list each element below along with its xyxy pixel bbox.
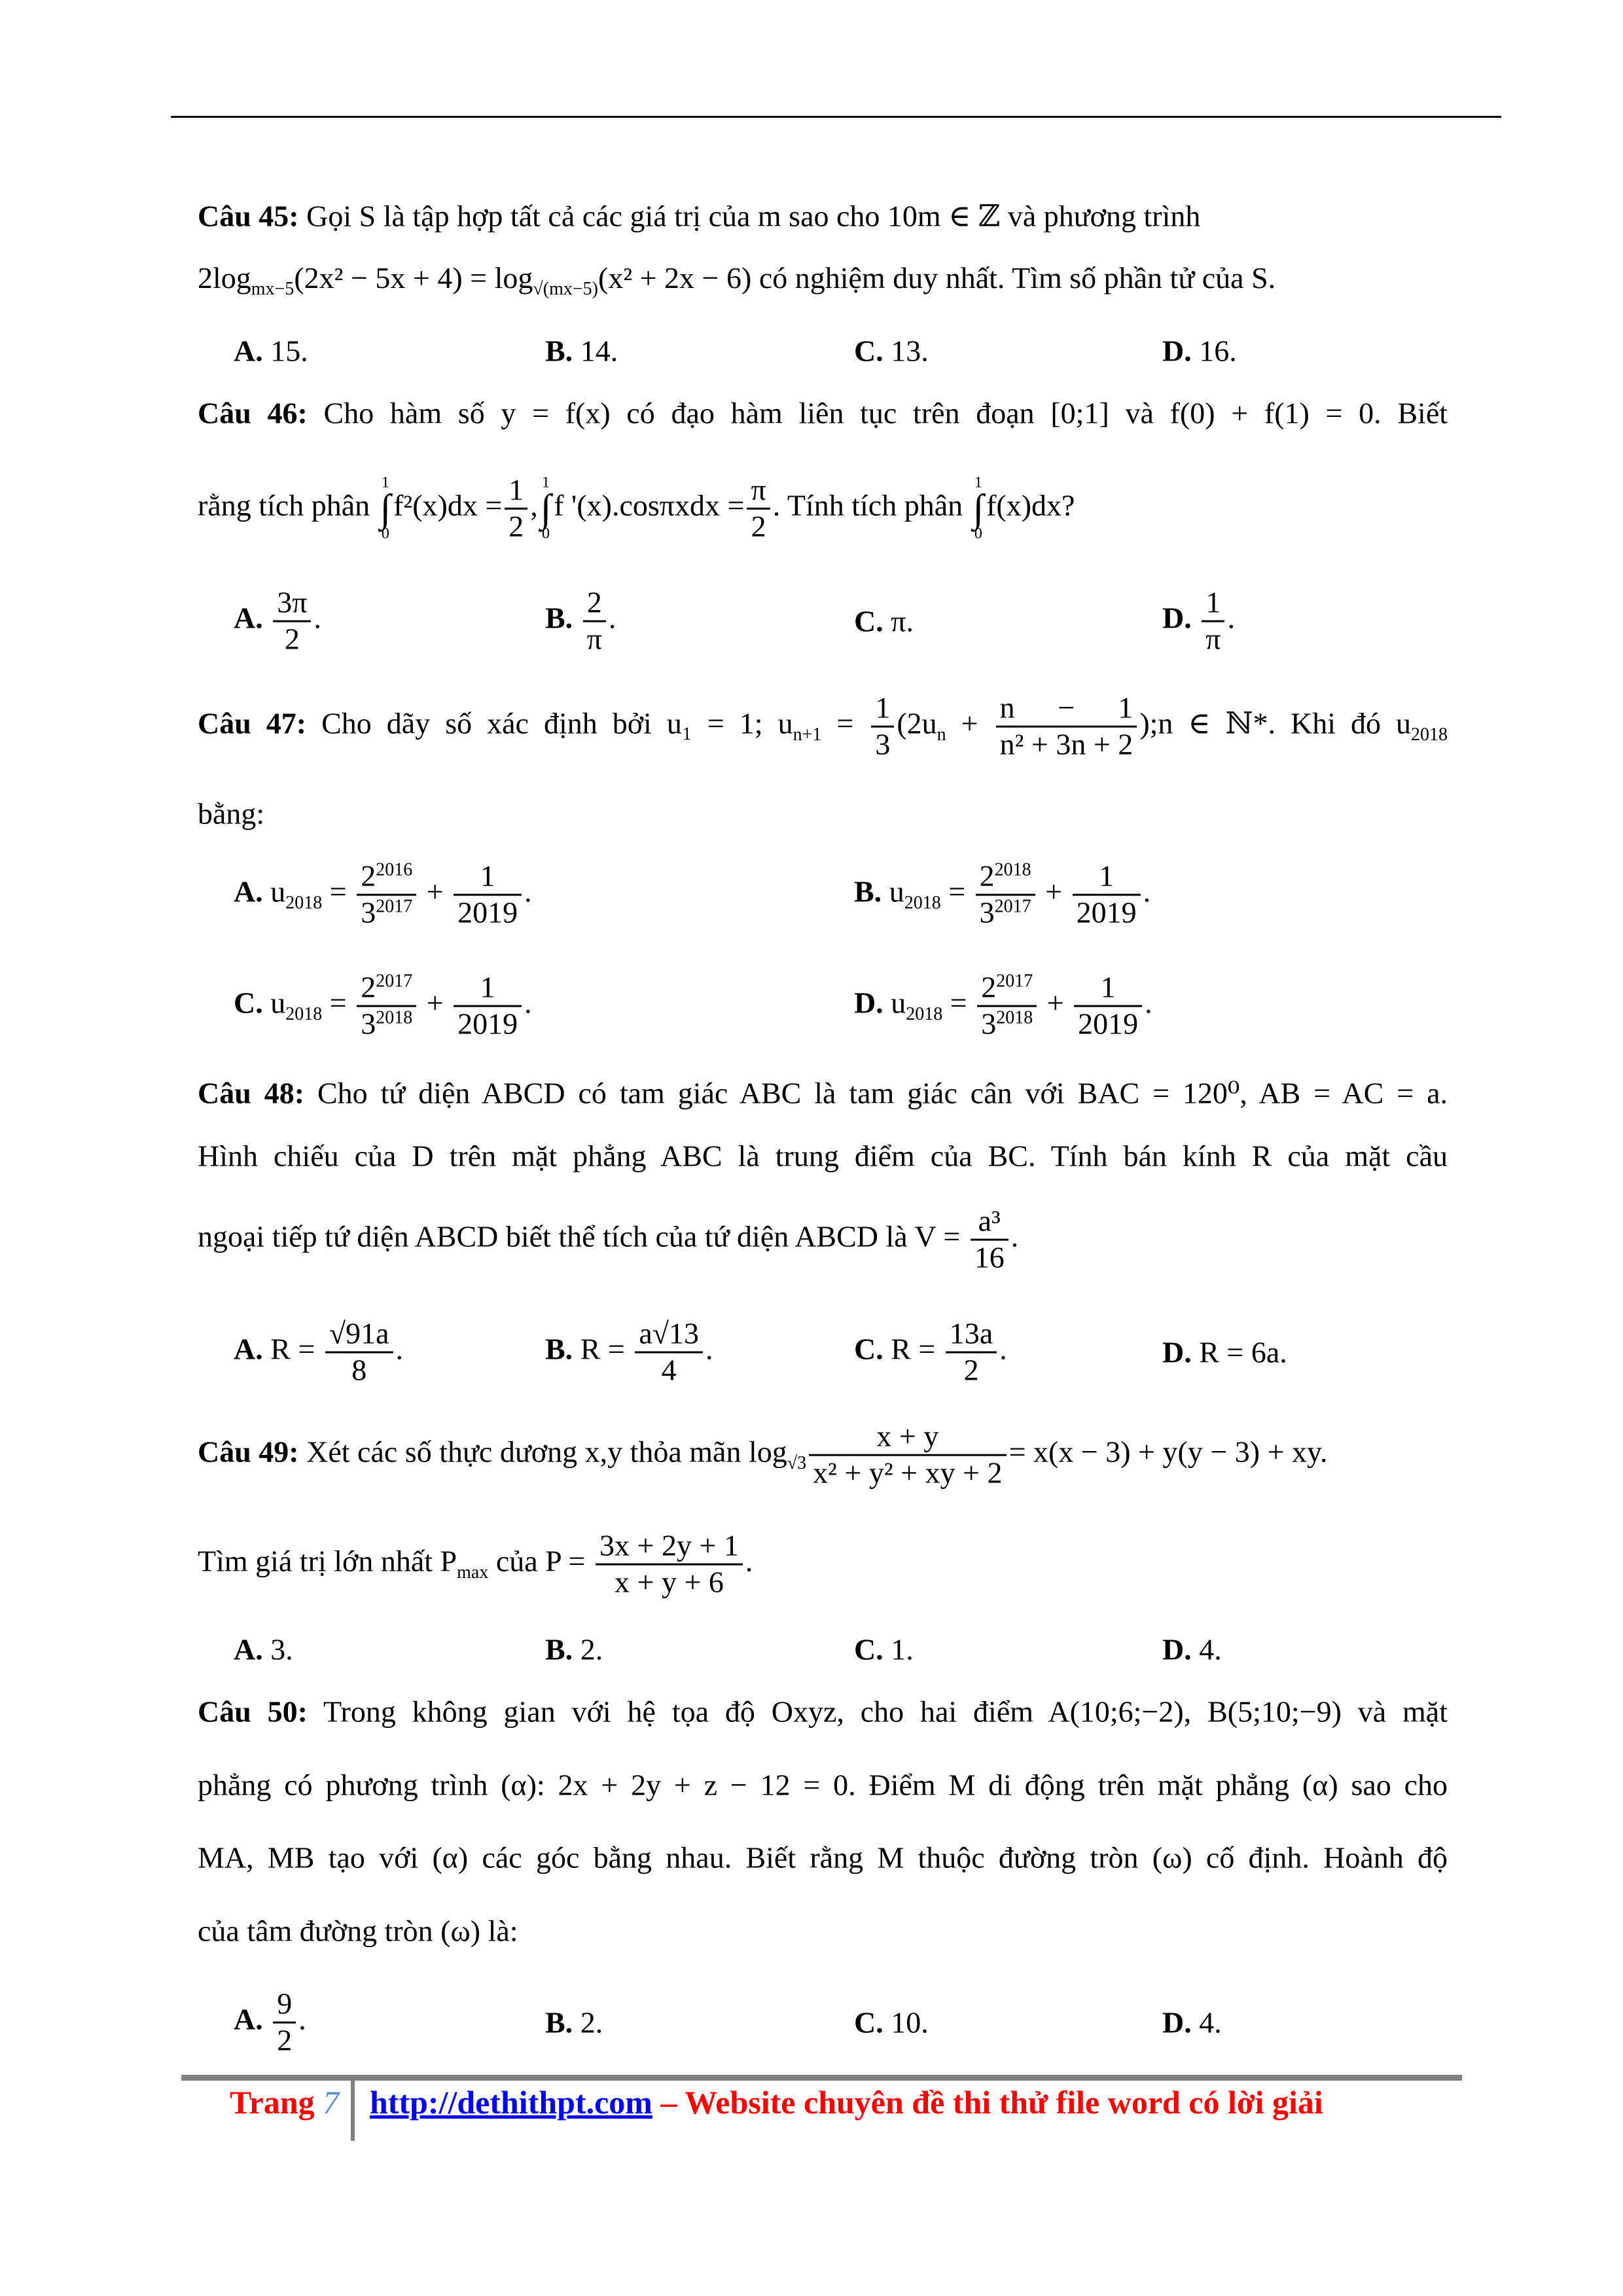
base: 3: [361, 1007, 376, 1041]
denominator: 16: [974, 1240, 1005, 1274]
q48-choice-b: B. R = $\frac{a√13}{4}$ .: [545, 1316, 713, 1387]
question-label: Câu 45:: [198, 199, 299, 233]
denominator: 2: [751, 509, 766, 543]
numerator: n − 1: [996, 691, 1137, 728]
base: 3: [361, 895, 376, 929]
q49-choice-a: [234, 1632, 293, 1667]
choice-value: 2.: [573, 1632, 603, 1666]
footer-rule: [181, 2075, 1462, 2081]
choice-key: B.: [545, 1332, 573, 1366]
denominator: x + y + 6: [615, 1565, 724, 1599]
q49-text: Xét các số thực dương x,y thỏa mãn log: [306, 1435, 787, 1469]
choice-key: A.: [234, 1632, 263, 1666]
eq-sub: √3: [787, 1452, 807, 1473]
numerator: 3x + 2y + 1: [596, 1529, 743, 1566]
eq-part: +: [1039, 986, 1072, 1020]
upper-limit: 1: [381, 475, 389, 492]
lower-limit: 0: [974, 526, 982, 543]
eq-part: +: [419, 986, 452, 1020]
denominator: 2019: [1076, 895, 1137, 929]
upper-limit: 1: [974, 475, 982, 492]
numerator: π: [747, 473, 770, 510]
q45-text: có nghiệm duy nhất. Tìm số phần tử của S.: [751, 261, 1276, 295]
q50-choice-b: [545, 2005, 603, 2040]
exponent: 2018: [996, 1007, 1033, 1028]
eq-part: =: [322, 874, 355, 908]
q49-line1: [198, 1420, 1328, 1491]
eq-part: u: [270, 874, 286, 908]
q46-choice-c: [854, 604, 914, 639]
exponent: 2017: [994, 896, 1031, 917]
denominator: 2: [963, 1353, 979, 1387]
eq-sub: 2018: [285, 1003, 323, 1024]
q45-text: Gọi S là tập hợp tất cả các giá trị của m sao cho 10m ∈ ℤ và phương trình: [298, 199, 1201, 233]
denominator: 2: [277, 2023, 293, 2057]
q47-choice-c: [234, 971, 532, 1042]
eq-sub: 2018: [904, 892, 941, 913]
exponent: 2018: [994, 859, 1031, 880]
choice-value: 14.: [573, 334, 618, 368]
q48-choice-d: [1162, 1335, 1287, 1370]
eq-part: =: [821, 706, 869, 740]
exponent: 2018: [376, 1007, 413, 1028]
q50-choice-a: A. $\frac{9}{2}$ .: [234, 1986, 306, 2057]
q50-text: Trong không gian với hệ tọa độ Oxyz, cho hai điểm A(10;6;−2), B(5;10;−9) và mặt: [323, 1695, 1448, 1729]
question-label: Câu 46:: [198, 396, 308, 430]
choice-key: D.: [854, 986, 883, 1020]
question-label: Câu 49:: [198, 1435, 299, 1469]
numerator: 9: [273, 1987, 296, 2024]
numerator: 1: [454, 971, 522, 1007]
q48-line2: Hình chiếu của D trên mặt phẳng ABC là trung điểm của BC. Tính bán kính R của mặt cầu: [198, 1139, 1448, 1173]
numerator: 3π: [273, 586, 311, 622]
q45-choice-d: [1162, 334, 1237, 368]
fraction: [357, 971, 416, 1042]
eq-part: u: [889, 874, 904, 908]
base: 3: [979, 895, 995, 929]
choice-key: D.: [1162, 2005, 1192, 2039]
choice-key: C.: [234, 986, 263, 1020]
eq-part: (x² + 2x − 6): [598, 261, 752, 295]
page-number: [230, 2083, 339, 2121]
fraction: [505, 473, 527, 545]
choice-value: R = 6a.: [1191, 1335, 1287, 1369]
q46-text: . Tính tích phân: [772, 488, 963, 522]
integral-sign: [541, 475, 551, 542]
choice-key: B.: [545, 601, 573, 635]
eq-part: .: [745, 1544, 753, 1578]
q46-line1: [198, 397, 1448, 431]
denominator: x² + y² + xy + 2: [813, 1456, 1003, 1490]
eq-part: +: [1037, 874, 1070, 908]
fraction: [946, 1317, 997, 1388]
choice-key: D.: [1162, 1335, 1192, 1369]
fraction: [1202, 586, 1224, 657]
eq-sub: 2018: [906, 1003, 943, 1024]
eq-part: (2u: [897, 706, 937, 740]
exponent: 2017: [996, 971, 1033, 992]
base: 2: [361, 859, 376, 893]
eq-part: .: [1145, 986, 1152, 1020]
fraction: [357, 859, 416, 931]
numerator: 1: [871, 691, 894, 728]
q46-choice-d: D. $\frac{1}{\pi}$ .: [1162, 585, 1235, 656]
q45-choice-a: [234, 334, 308, 368]
eq-part: .: [524, 874, 532, 908]
eq-part: +: [946, 706, 993, 740]
header-rule: [171, 116, 1501, 118]
fraction: [454, 971, 522, 1042]
fraction: [971, 1204, 1008, 1276]
fraction: [996, 691, 1137, 762]
q47-text: bằng:: [198, 797, 265, 831]
choice-key: C.: [854, 1332, 883, 1366]
numerator: √91a: [325, 1317, 393, 1354]
lower-limit: 0: [542, 526, 550, 543]
integral-sign: [973, 475, 984, 542]
choice-value: 16.: [1191, 334, 1237, 368]
q50-line4: của tâm đường tròn (ω) là:: [198, 1914, 518, 1948]
q49-choice-d: [1162, 1632, 1222, 1667]
denominator: 2: [508, 509, 524, 543]
numerator: 1: [454, 859, 522, 896]
eq-part: f(x)dx?: [986, 488, 1075, 522]
fraction: [273, 1987, 296, 2058]
choice-key: A.: [234, 874, 263, 908]
fraction: [325, 1317, 393, 1388]
q48-line1: [198, 1077, 1448, 1111]
q50-line1: [198, 1696, 1448, 1729]
denominator: 2: [284, 622, 300, 656]
denominator: π: [1205, 622, 1221, 656]
fraction: [454, 859, 522, 931]
choice-key: D.: [1162, 601, 1192, 635]
eq-part: f '(x).cosπxdx =: [554, 488, 745, 522]
choice-key: A.: [234, 2002, 263, 2036]
numerator: 1: [1202, 586, 1224, 622]
q48-choice-a: A. R = $\frac{√91a}{8}$ .: [234, 1316, 404, 1387]
fraction: [871, 691, 894, 762]
eq-part: );n ∈ ℕ*. Khi đó u: [1139, 706, 1412, 740]
exponent: 2016: [376, 859, 413, 880]
choice-key: D.: [1162, 334, 1192, 368]
eq-part: .: [524, 986, 532, 1020]
fraction: [635, 1317, 703, 1388]
base: 2: [979, 859, 995, 893]
q46-line2: [198, 473, 1075, 545]
q49-text: Tìm giá trị lớn nhất P: [198, 1544, 457, 1578]
q50-line3: MA, MB tạo với (α) các góc bằng nhau. Biết rằng M thuộc đường tròn (ω) cố định. Hoành độ: [198, 1840, 1448, 1874]
q48-line3: [198, 1204, 1018, 1276]
eq-part: f²(x)dx =: [393, 488, 503, 522]
q47-choice-d: [854, 971, 1152, 1042]
footer-divider: [351, 2081, 355, 2141]
q45-choice-c: [854, 334, 929, 368]
numerator: a√13: [635, 1317, 703, 1354]
eq-sub: 2018: [1411, 724, 1448, 745]
eq-sub: n: [936, 724, 946, 745]
q45-line1: [198, 200, 1200, 234]
q46-text: rằng tích phân: [198, 488, 370, 522]
numerator: 1: [1074, 971, 1142, 1007]
denominator: π: [586, 622, 602, 656]
eq-sub: √(mx−5): [533, 279, 598, 300]
eq-part: = x(x − 3) + y(y − 3) + xy.: [1008, 1435, 1328, 1469]
choice-key: A.: [234, 334, 263, 368]
eq-part: =: [940, 874, 973, 908]
q48-choice-c: C. R = $\frac{13a}{2}$ .: [854, 1316, 1007, 1387]
numerator: x + y: [809, 1420, 1006, 1456]
eq-part: =: [942, 986, 975, 1020]
q50-line2: phẳng có phương trình (α): 2x + 2y + z − 12 = 0. Điểm M di động trên mặt phẳng (α) sao cho: [198, 1768, 1448, 1802]
choice-value: π.: [883, 604, 914, 638]
choice-key: A.: [234, 1332, 263, 1366]
eq-sub: n+1: [793, 724, 822, 745]
denominator: 3: [875, 727, 891, 761]
eq-part: R =: [573, 1332, 633, 1366]
question-label: Câu 48:: [198, 1076, 305, 1110]
choice-value: 2.: [573, 2005, 603, 2039]
numerator: 1: [1073, 859, 1141, 896]
base: 2: [981, 970, 997, 1004]
integral-symbol: ∫: [972, 487, 984, 530]
eq-part: .: [1143, 874, 1151, 908]
exponent: 2017: [376, 896, 413, 917]
q49-line2: [198, 1529, 753, 1600]
fraction: [1073, 859, 1141, 931]
denominator: 4: [661, 1353, 677, 1387]
q50-choice-d: [1162, 2005, 1222, 2040]
eq-part: +: [419, 874, 452, 908]
choice-value: 1.: [883, 1632, 914, 1666]
eq-sub: max: [457, 1562, 489, 1583]
q48-text: Cho tứ diện ABCD có tam giác ABC là tam giác cân với BAC = 120⁰, AB = AC = a.: [317, 1076, 1448, 1110]
q45-equation: [198, 262, 1275, 300]
fraction: [273, 586, 311, 657]
q46-text: Cho hàm số y = f(x) có đạo hàm liên tục trên đoạn [0;1] và f(0) + f(1) = 0. Biết: [323, 396, 1448, 430]
q48-text: ngoại tiếp tứ diện ABCD biết thể tích của tứ diện ABCD là V =: [198, 1219, 968, 1253]
choice-key: B.: [854, 874, 882, 908]
upper-limit: 1: [542, 475, 550, 492]
page-num: 7: [323, 2084, 340, 2121]
fraction: [976, 859, 1035, 931]
fraction: [809, 1420, 1006, 1491]
q46-choice-b: B. $\frac{2}{\pi}$ .: [545, 585, 616, 656]
choice-value: 3.: [262, 1632, 293, 1666]
q50-choice-c: [854, 2005, 929, 2040]
q49-choice-c: [854, 1632, 914, 1667]
question-label: Câu 47:: [198, 706, 307, 740]
q45-choice-b: [545, 334, 618, 368]
choice-key: C.: [854, 334, 883, 368]
integral-symbol: ∫: [380, 487, 391, 530]
denominator: n² + 3n + 2: [999, 727, 1133, 761]
numerator: a³: [971, 1204, 1008, 1241]
denominator: 2019: [1078, 1007, 1139, 1041]
denominator: 8: [351, 1353, 367, 1387]
integral-sign: [380, 475, 391, 542]
eq-part: =: [322, 986, 355, 1020]
eq-part: ,: [530, 488, 538, 522]
eq-part: (2x² − 5x + 4) = log: [294, 261, 533, 295]
integral-symbol: ∫: [540, 487, 552, 530]
eq-sub: mx−5: [251, 279, 294, 300]
choice-key: A.: [234, 601, 263, 635]
q49-choice-b: [545, 1632, 603, 1667]
eq-part: R =: [262, 1332, 323, 1366]
choice-value: 4.: [1191, 1632, 1222, 1666]
choice-key: B.: [545, 2005, 573, 2039]
denominator: 2019: [457, 895, 518, 929]
eq-part: .: [1010, 1219, 1019, 1253]
eq-part: u: [270, 986, 286, 1020]
q46-choice-a: A. $\frac{3\pi}{2}$ .: [234, 585, 321, 656]
numerator: 2: [583, 586, 606, 622]
q47-choice-b: [854, 859, 1150, 931]
choice-key: B.: [545, 334, 573, 368]
lower-limit: 0: [381, 526, 389, 543]
eq-part: u: [891, 986, 906, 1020]
numerator: 1: [505, 473, 527, 510]
exponent: 2017: [376, 971, 413, 992]
numerator: 13a: [946, 1317, 997, 1354]
eq-part: 2log: [198, 261, 251, 295]
q47-text: Cho dãy số xác định bởi u₁ = 1; u: [321, 706, 793, 740]
fraction: [583, 586, 606, 657]
base: 3: [981, 1007, 997, 1041]
q47-choice-a: [234, 859, 532, 931]
q49-text: của P =: [488, 1544, 593, 1578]
choice-value: 15.: [262, 334, 308, 368]
choice-key: C.: [854, 604, 883, 638]
eq-sub: 2018: [285, 892, 323, 913]
choice-key: C.: [854, 2005, 883, 2039]
website-link[interactable]: http://dethithpt.com: [370, 2084, 652, 2121]
footer-text: [370, 2083, 1323, 2121]
base: 2: [361, 970, 376, 1004]
choice-key: B.: [545, 1632, 573, 1666]
fraction: [1074, 971, 1142, 1042]
footer-tagline: – Website chuyên đề thi thử file word có lời giải: [652, 2084, 1323, 2121]
eq-part: R =: [883, 1332, 943, 1366]
choice-key: C.: [854, 1632, 883, 1666]
fraction: [596, 1529, 743, 1600]
page-label: Trang: [230, 2084, 315, 2121]
choice-value: 10.: [883, 2005, 929, 2039]
q47-line1: [198, 691, 1448, 762]
choice-value: 13.: [883, 334, 929, 368]
fraction: [977, 971, 1037, 1042]
question-label: Câu 50:: [198, 1695, 308, 1729]
fraction: [747, 473, 770, 545]
denominator: 2019: [457, 1007, 518, 1041]
choice-value: 4.: [1191, 2005, 1222, 2039]
choice-key: D.: [1162, 1632, 1192, 1666]
